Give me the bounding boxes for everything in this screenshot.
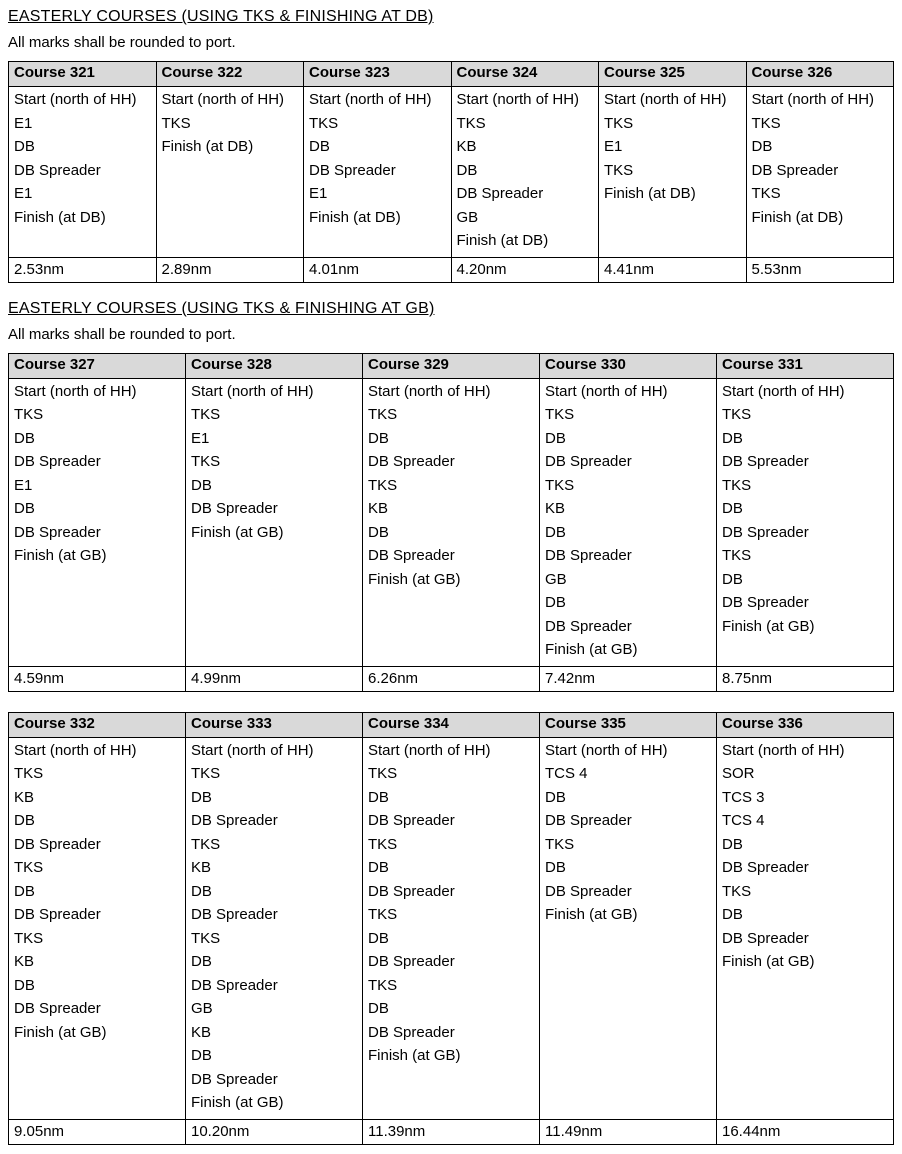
course-marks-cell <box>363 737 540 1119</box>
course-mark: DB Spreader <box>722 453 809 470</box>
course-mark: Start (north of HH) <box>722 741 845 759</box>
course-mark: TKS <box>604 114 634 132</box>
course-marks-cell <box>451 87 599 258</box>
course-mark: Start (north of HH) <box>14 91 137 108</box>
course-marks-cell <box>717 378 894 666</box>
course-mark: DB Spreader <box>368 547 455 564</box>
course-distance: 8.75nm <box>717 666 894 691</box>
course-mark: DB <box>14 976 35 994</box>
course-mark: Start (north of HH) <box>456 91 580 108</box>
course-distance: 9.05nm <box>9 1119 186 1144</box>
course-mark: TKS <box>751 185 781 202</box>
course-table-body <box>9 737 894 1144</box>
course-mark: DB <box>191 476 212 494</box>
course-mark: TKS <box>368 976 398 994</box>
course-mark: DB Spreader <box>14 161 101 179</box>
course-mark: TKS <box>722 476 752 494</box>
course-mark: Finish (at GB) <box>722 953 815 970</box>
section <box>8 8 894 283</box>
course-table-head <box>9 62 894 87</box>
course-mark: TKS <box>545 406 575 423</box>
course-mark: Finish (at GB) <box>191 1094 284 1111</box>
course-header-row <box>9 712 894 737</box>
course-mark: TCS 4 <box>545 765 588 782</box>
course-mark: TKS <box>309 114 339 132</box>
course-mark: DB Spreader <box>545 812 632 829</box>
course-mark: TKS <box>722 882 752 900</box>
course-mark: Start (north of HH) <box>191 382 314 400</box>
course-title: Course 334 <box>363 712 540 737</box>
course-mark: DB <box>722 906 743 923</box>
course-mark: E1 <box>604 138 623 155</box>
course-mark: TKS <box>14 929 44 947</box>
course-mark: KB <box>545 500 566 517</box>
course-mark: KB <box>191 1023 212 1041</box>
course-distance: 11.39nm <box>363 1119 540 1144</box>
course-marks-cell <box>599 87 747 258</box>
course-title: Course 326 <box>746 62 894 87</box>
course-mark: DB <box>191 953 212 970</box>
course-mark: DB Spreader <box>14 523 101 541</box>
course-title: Course 322 <box>156 62 304 87</box>
course-mark: TKS <box>368 765 398 782</box>
section-heading: EASTERLY COURSES (USING TKS & FINISHING AT GB) <box>8 299 435 317</box>
course-mark: DB <box>456 161 478 179</box>
course-mark: Start (north of HH) <box>604 91 727 108</box>
course-mark: Start (north of HH) <box>368 382 491 400</box>
course-table <box>8 61 894 283</box>
course-header-row <box>9 353 894 378</box>
course-mark: DB Spreader <box>368 882 455 900</box>
course-header-row <box>9 62 894 87</box>
course-mark: E1 <box>14 185 33 202</box>
course-mark: TKS <box>456 114 486 132</box>
course-mark: DB Spreader <box>191 906 278 923</box>
course-mark: E1 <box>14 476 33 494</box>
course-mark: TKS <box>191 406 221 423</box>
course-mark: DB <box>545 594 566 611</box>
course-mark: Start (north of HH) <box>368 741 491 759</box>
course-mark: TCS 3 <box>722 788 765 806</box>
course-mark: GB <box>545 570 567 588</box>
course-mark: DB Spreader <box>722 929 809 947</box>
course-mark: Finish (at DB) <box>751 208 844 226</box>
course-distance: 5.53nm <box>746 257 894 282</box>
course-marks-cell <box>746 87 894 258</box>
course-mark: DB Spreader <box>545 882 632 900</box>
course-mark: KB <box>191 859 212 876</box>
course-mark: DB Spreader <box>309 161 396 179</box>
course-marks-cell <box>540 737 717 1119</box>
course-title: Course 335 <box>540 712 717 737</box>
course-mark: DB <box>545 788 566 806</box>
course-mark: TKS <box>191 453 221 470</box>
course-mark: DB <box>309 138 330 155</box>
course-mark: DB Spreader <box>722 523 809 541</box>
course-marks-row <box>9 378 894 666</box>
course-mark: DB <box>368 429 389 447</box>
course-mark: TKS <box>14 406 44 423</box>
course-mark: DB Spreader <box>751 161 839 179</box>
course-mark: TKS <box>722 406 752 423</box>
course-table-body <box>9 378 894 691</box>
course-mark: TKS <box>191 929 221 947</box>
course-mark: Start (north of HH) <box>545 382 668 400</box>
course-mark: DB Spreader <box>191 976 278 994</box>
course-marks-cell <box>540 378 717 666</box>
course-mark: TKS <box>604 161 634 179</box>
course-distance: 4.59nm <box>9 666 186 691</box>
course-mark: E1 <box>14 114 33 132</box>
course-distance: 2.53nm <box>9 257 157 282</box>
course-mark: DB <box>545 429 566 447</box>
course-marks-cell <box>156 87 304 258</box>
course-mark: DB Spreader <box>722 594 809 611</box>
course-distance: 16.44nm <box>717 1119 894 1144</box>
course-mark: Finish (at GB) <box>368 570 461 588</box>
course-mark: TKS <box>722 547 752 564</box>
course-title: Course 336 <box>717 712 894 737</box>
course-mark: DB <box>545 859 566 876</box>
course-mark: DB Spreader <box>368 453 455 470</box>
course-mark: Finish (at DB) <box>456 232 549 249</box>
marks-note: All marks shall be rounded to port. <box>8 325 236 343</box>
course-mark: DB <box>191 1047 212 1064</box>
course-mark: DB <box>191 788 212 806</box>
course-mark: TKS <box>14 765 44 782</box>
course-mark: DB Spreader <box>14 453 101 470</box>
course-mark: KB <box>14 953 35 970</box>
course-mark: GB <box>191 1000 213 1017</box>
course-distance: 7.42nm <box>540 666 717 691</box>
course-mark: DB <box>751 138 773 155</box>
course-mark: DB <box>368 859 389 876</box>
course-mark: TKS <box>368 906 398 923</box>
section-heading: EASTERLY COURSES (USING TKS & FINISHING AT DB) <box>8 8 434 25</box>
course-mark: DB Spreader <box>368 953 455 970</box>
course-title: Course 328 <box>186 353 363 378</box>
course-distance-row <box>9 1119 894 1144</box>
course-mark: DB <box>368 523 389 541</box>
course-mark: TKS <box>368 476 398 494</box>
course-table <box>8 712 894 1145</box>
section <box>8 300 894 1145</box>
course-mark: Finish (at GB) <box>368 1047 461 1064</box>
course-mark: DB Spreader <box>456 185 544 202</box>
course-document-page <box>8 8 894 1145</box>
course-marks-cell <box>186 378 363 666</box>
course-mark: DB Spreader <box>14 835 101 853</box>
course-mark: DB Spreader <box>368 812 455 829</box>
course-distance: 2.89nm <box>156 257 304 282</box>
course-mark: TKS <box>368 406 398 423</box>
course-mark: TKS <box>14 859 44 876</box>
course-title: Course 321 <box>9 62 157 87</box>
course-title: Course 331 <box>717 353 894 378</box>
course-mark: DB <box>191 882 212 900</box>
course-mark: DB <box>722 570 743 588</box>
course-mark: Start (north of HH) <box>14 382 137 400</box>
course-title: Course 324 <box>451 62 599 87</box>
course-mark: DB Spreader <box>545 453 632 470</box>
course-mark: TKS <box>191 835 221 853</box>
course-mark: DB <box>722 835 743 853</box>
course-mark: DB <box>14 882 35 900</box>
course-mark: Start (north of HH) <box>545 741 668 759</box>
course-mark: Finish (at GB) <box>14 1023 107 1041</box>
course-mark: DB <box>545 523 566 541</box>
course-mark: DB Spreader <box>191 812 278 829</box>
course-distance: 10.20nm <box>186 1119 363 1144</box>
course-mark: Start (north of HH) <box>309 91 432 108</box>
marks-note: All marks shall be rounded to port. <box>8 34 236 51</box>
course-mark: Finish (at GB) <box>14 547 107 564</box>
course-mark: TKS <box>545 476 575 494</box>
course-mark: Finish (at DB) <box>309 208 401 226</box>
course-mark: Start (north of HH) <box>14 741 137 759</box>
course-mark: KB <box>14 788 35 806</box>
course-mark: SOR <box>722 765 755 782</box>
course-mark: DB Spreader <box>722 859 809 876</box>
course-title: Course 325 <box>599 62 747 87</box>
course-mark: Finish (at DB) <box>14 208 106 226</box>
course-mark: DB <box>722 500 743 517</box>
course-distance: 4.01nm <box>304 257 452 282</box>
course-mark: TKS <box>161 114 191 132</box>
course-mark: Finish (at DB) <box>161 138 254 155</box>
course-table <box>8 353 894 692</box>
course-mark: Finish (at GB) <box>191 523 284 541</box>
course-distance: 4.99nm <box>186 666 363 691</box>
course-mark: Finish (at GB) <box>545 641 638 658</box>
course-mark: DB Spreader <box>14 906 101 923</box>
course-mark: DB <box>14 812 35 829</box>
course-mark: E1 <box>191 429 210 447</box>
course-mark: Finish (at DB) <box>604 185 696 202</box>
course-title: Course 329 <box>363 353 540 378</box>
course-title: Course 332 <box>9 712 186 737</box>
course-mark: Start (north of HH) <box>161 91 285 108</box>
course-distance-row <box>9 666 894 691</box>
course-marks-cell <box>304 87 452 258</box>
course-mark: DB Spreader <box>191 500 278 517</box>
course-mark: DB <box>368 929 389 947</box>
course-marks-cell <box>717 737 894 1119</box>
course-marks-cell <box>9 378 186 666</box>
course-mark: DB <box>368 1000 389 1017</box>
course-mark: Start (north of HH) <box>751 91 875 108</box>
course-mark: DB Spreader <box>14 1000 101 1017</box>
course-mark: DB Spreader <box>545 547 632 564</box>
course-mark: TCS 4 <box>722 812 765 829</box>
course-mark: DB Spreader <box>191 1070 278 1088</box>
course-mark: DB Spreader <box>545 617 632 635</box>
course-mark: TKS <box>751 114 781 132</box>
course-mark: DB <box>368 788 389 806</box>
course-mark: GB <box>456 208 479 226</box>
course-mark: Finish (at GB) <box>722 617 815 635</box>
course-mark: TKS <box>191 765 221 782</box>
course-title: Course 330 <box>540 353 717 378</box>
course-distance-row <box>9 257 894 282</box>
course-marks-cell <box>186 737 363 1119</box>
course-title: Course 333 <box>186 712 363 737</box>
course-table-head <box>9 712 894 737</box>
course-distance: 4.41nm <box>599 257 747 282</box>
course-table-head <box>9 353 894 378</box>
course-title: Course 327 <box>9 353 186 378</box>
course-mark: E1 <box>309 185 328 202</box>
course-marks-row <box>9 737 894 1119</box>
course-title: Course 323 <box>304 62 452 87</box>
course-mark: Start (north of HH) <box>191 741 314 759</box>
course-mark: KB <box>368 500 389 517</box>
course-table-body <box>9 87 894 283</box>
course-mark: DB Spreader <box>368 1023 455 1041</box>
course-mark: DB <box>722 429 743 447</box>
course-mark: DB <box>14 138 35 155</box>
course-mark: Finish (at GB) <box>545 906 638 923</box>
course-mark: Start (north of HH) <box>722 382 845 400</box>
course-distance: 11.49nm <box>540 1119 717 1144</box>
course-marks-row <box>9 87 894 258</box>
course-marks-cell <box>9 87 157 258</box>
course-mark: DB <box>14 429 35 447</box>
course-mark: TKS <box>545 835 575 853</box>
course-marks-cell <box>9 737 186 1119</box>
course-mark: TKS <box>368 835 398 853</box>
course-mark: KB <box>456 138 477 155</box>
course-marks-cell <box>363 378 540 666</box>
course-distance: 4.20nm <box>451 257 599 282</box>
course-distance: 6.26nm <box>363 666 540 691</box>
course-mark: DB <box>14 500 35 517</box>
